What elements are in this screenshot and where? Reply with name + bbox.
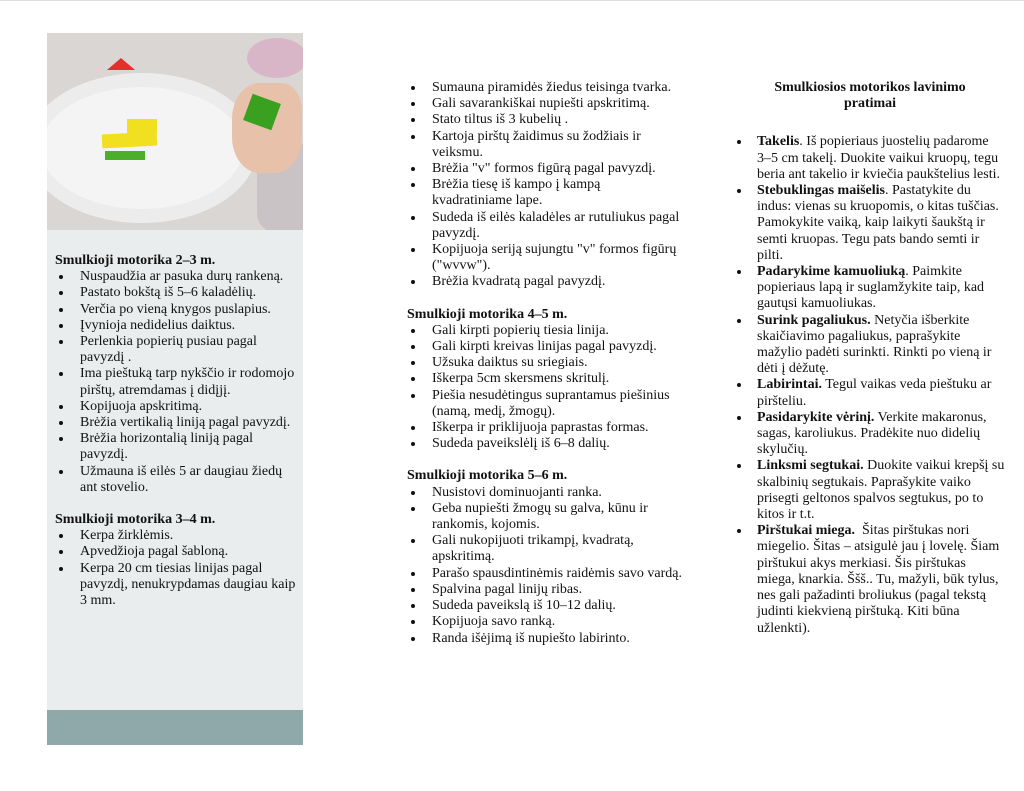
list-item: Parašo spausdintinėmis raidėmis savo vardą. xyxy=(407,566,682,582)
exercise-description: Verkite makaronus, sagas, karoliukus. Pradėkite nuo didelių skylučių. xyxy=(757,409,991,458)
photo-child-crafting xyxy=(47,33,303,230)
list-item: Kopijuoja seriją sujungtu "v" formos figūrų ("wvvw"). xyxy=(407,242,682,274)
list-item: Gali kirpti kreivas linijas pagal pavyzdį. xyxy=(407,339,682,355)
exercise-description: Netyčia išberkite skaičiavimo pagaliukus, paprašykite mažylio padėti surinkti. Rinkti po vieną ir dėti į dėžutę. xyxy=(757,312,995,377)
panel-footer-bar xyxy=(47,710,303,745)
list-item: Užsuka daiktus su sriegiais. xyxy=(407,355,682,371)
list-item: Brėžia horizontalią liniją pagal pavyzdį. xyxy=(55,431,300,463)
page-edge xyxy=(0,0,1024,1)
list xyxy=(55,269,300,496)
exercise-description: Duokite vaikui krepšį su skalbinių segtukais. Paprašykite vaiko prisegti geltonos spalvos segtukus, po to kitos ir t.t. xyxy=(757,458,1008,523)
list-item: Sudeda paveikslėlį iš 6–8 dalių. xyxy=(407,436,682,452)
list-item: Brėžia vertikalią liniją pagal pavyzdį. xyxy=(55,415,300,431)
exercise-name: Stebuklingas maišelis xyxy=(757,183,885,199)
list-item: Ima pieštuką tarp nykščio ir rodomojo pirštų, atremdamas į didįjį. xyxy=(55,366,300,398)
list-item: Kopijuoja savo ranką. xyxy=(407,614,682,630)
list-item: Pastato bokštą iš 5–6 kaladėlių. xyxy=(55,285,300,301)
exercise-item xyxy=(735,183,1005,264)
list-item: Brėžia tiesę iš kampo į kampą kvadratiniame lape. xyxy=(407,177,682,209)
list-item: Iškerpa ir priklijuoja paprastas formas. xyxy=(407,420,682,436)
exercise-item xyxy=(735,458,1008,523)
section-heading: Smulkioji motorika 2–3 m. xyxy=(55,253,216,268)
exercise-item xyxy=(735,410,1005,459)
exercise-name: Padarykime kamuoliuką xyxy=(757,264,906,280)
list-item: Brėžia kvadratą pagal pavyzdį. xyxy=(407,274,682,290)
list-item: Piešia nesudėtingus suprantamus piešinius (namą, medį, žmogų). xyxy=(407,388,682,420)
list-item: Įvynioja nedidelius daiktus. xyxy=(55,318,300,334)
exercise-description: Šitas pirštukas nori miegelio. Šitas – atsigulė jau į lovelę. Šiam pirštukui akys merkiasi. Šis pirštukas miega, knarkia. Ššš.. Tu, mažyli, būk tylus, nes gali pažadinti broliukus (pagal tekstą judinti kiekvieną pirštuką. Kiti būna užlenkti). xyxy=(757,523,1003,636)
list-item: Nusistovi dominuojanti ranka. xyxy=(407,485,682,501)
exercise-item xyxy=(735,134,1005,183)
exercise-name: Linksmi segtukai. xyxy=(757,458,864,474)
section-heading: Smulkioji motorika 4–5 m. xyxy=(407,306,568,322)
list-item: Kopijuoja apskritimą. xyxy=(55,399,300,415)
exercise-description: . Pastatykite du indus: vienas su kruopomis, o kitas tuščias. Pamokykite vaiką, kaip laikyti šaukštą ir semti kruopas. Tegu pats bando semti ir pilti. xyxy=(757,183,1003,263)
exercise-name: Labirintai. xyxy=(757,377,822,393)
list-item: Kerpa žirklėmis. xyxy=(55,528,300,544)
list-item: Sumauna piramidės žiedus teisinga tvarka. xyxy=(407,80,682,96)
list-item: Gali nukopijuoti trikampį, kvadratą, apskritimą. xyxy=(407,533,682,565)
list-item: Kerpa 20 cm tiesias linijas pagal pavyzdį, nenukrypdamas daugiau kaip 3 mm. xyxy=(55,561,300,610)
list-item: Apvedžioja pagal šabloną. xyxy=(55,544,300,560)
list xyxy=(407,80,682,291)
exercise-item xyxy=(735,377,1005,409)
exercise-item xyxy=(735,523,1005,636)
list-item: Perlenkia popierių pusiau pagal pavyzdį . xyxy=(55,334,300,366)
exercise-list xyxy=(735,134,1008,636)
list xyxy=(55,528,300,609)
section-heading: Smulkioji motorika 3–4 m. xyxy=(55,512,216,528)
exercise-name: Surink pagaliukus. xyxy=(757,312,871,328)
exercise-name: Pirštukai miega. xyxy=(757,523,855,539)
list-item: Sudeda iš eilės kaladėles ar rutuliukus pagal pavyzdį. xyxy=(407,210,682,242)
list-item: Nuspaudžia ar pasuka durų rankeną. xyxy=(55,269,300,285)
list-item: Randa išėjimą iš nupiešto labirinto. xyxy=(407,631,682,647)
list-item: Iškerpa 5cm skersmens skritulį. xyxy=(407,371,682,387)
exercise-description: Tegul vaikas veda pieštuku ar piršteliu. xyxy=(757,377,995,409)
exercise-item xyxy=(735,313,1005,378)
column-3 xyxy=(735,80,1008,637)
list-item: Geba nupiešti žmogų su galva, kūnu ir rankomis, kojomis. xyxy=(407,501,682,533)
column-2 xyxy=(407,80,682,647)
list xyxy=(407,485,682,647)
exercises-heading: Smulkiosios motorikos lavinimo pratimai xyxy=(774,80,966,112)
list-item: Brėžia "v" formos figūrą pagal pavyzdį. xyxy=(407,161,682,177)
list-item: Gali savarankiškai nupiešti apskritimą. xyxy=(407,96,682,112)
column-1 xyxy=(55,253,300,609)
section-heading: Smulkioji motorika 5–6 m. xyxy=(407,468,568,484)
list-item: Spalvina pagal linijų ribas. xyxy=(407,582,682,598)
list-item: Gali kirpti popierių tiesia linija. xyxy=(407,323,682,339)
list-item: Verčia po vieną knygos puslapius. xyxy=(55,302,300,318)
exercise-name: Takelis xyxy=(757,134,800,150)
list-item: Sudeda paveikslą iš 10–12 dalių. xyxy=(407,598,682,614)
exercise-description: . Iš popieriaus juostelių padarome 3–5 cm takelį. Duokite vaikui kruopų, tegu beria ant takelio ir kviečia paukštelius lesti. xyxy=(757,134,1002,182)
list xyxy=(407,323,682,453)
list-item: Užmauna iš eilės 5 ar daugiau žiedų ant stovelio. xyxy=(55,464,300,496)
list-item: Stato tiltus iš 3 kubelių . xyxy=(407,112,682,128)
exercise-item xyxy=(735,264,1005,313)
exercise-name: Pasidarykite vėrinį. xyxy=(757,409,875,425)
exercise-description: . Paimkite popieriaus lapą ir suglamžykite taip, kad gautųsi kamuoliukas. xyxy=(757,264,988,312)
list-item: Kartoja pirštų žaidimus su žodžiais ir veiksmu. xyxy=(407,129,682,161)
